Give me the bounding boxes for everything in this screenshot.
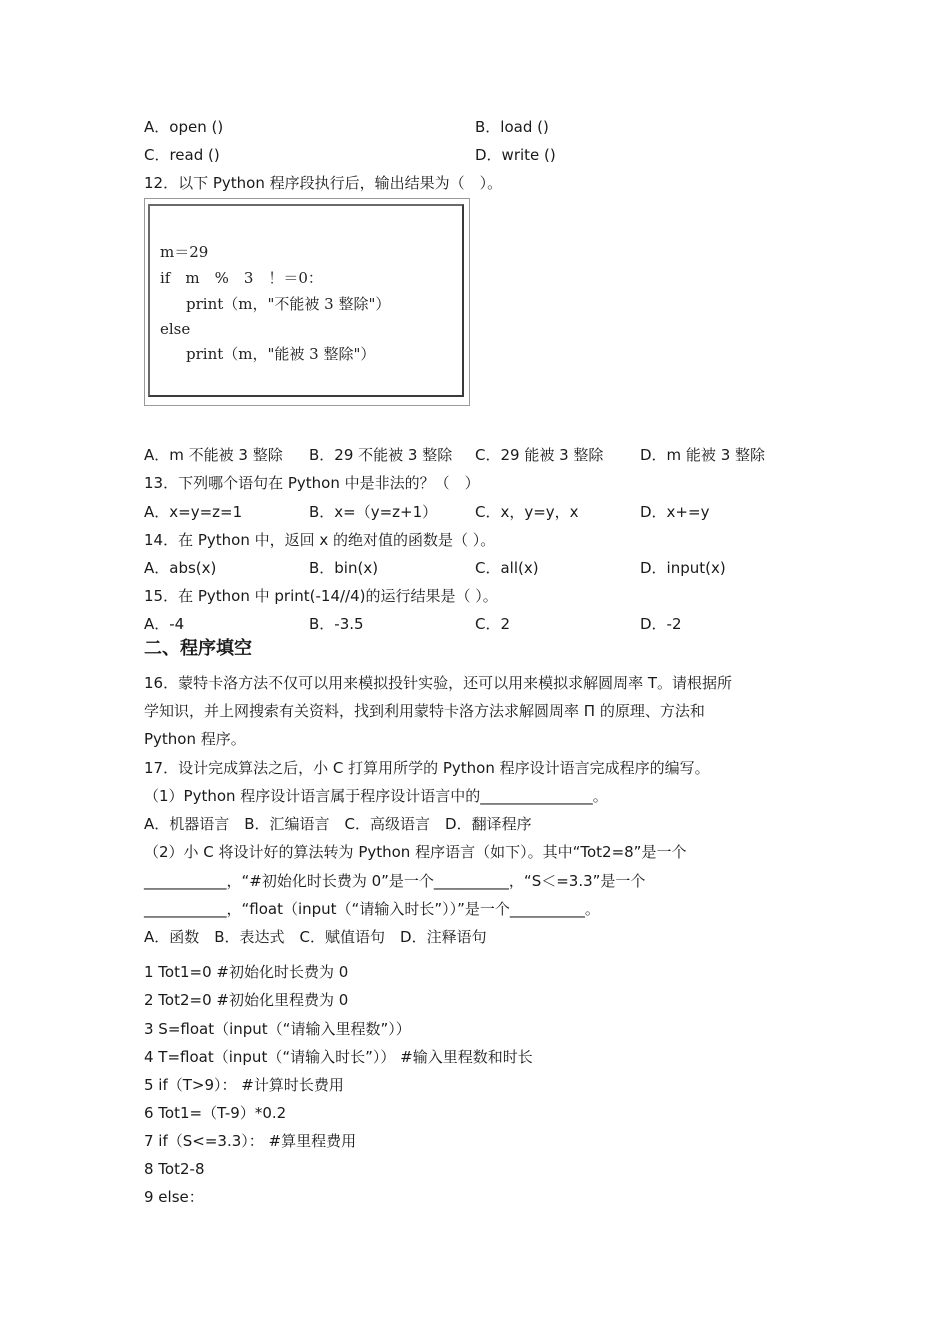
q15-option-b: B．-3.5 [309,615,364,633]
program-line-8: 8 Tot2-8 [144,1160,205,1178]
section-heading: 二、程序填空 [144,638,252,659]
q13-option-d: D．x+=y [640,503,710,521]
q13-option-a: A．x=y=z=1 [144,503,243,521]
q17-sub1: （1）Python 程序设计语言属于程序设计语言中的_______________。 [144,787,608,805]
q15-option-d: D．-2 [640,615,682,633]
code-line-2: if m % 3 ！＝0： [160,269,323,287]
q11-option-b: B．load () [475,118,549,136]
q12-option-d: D．m 能被 3 整除 [640,446,766,464]
program-line-4: 4 T=float（input（“请输入时长”）） #输入里程数和时长 [144,1048,533,1066]
q16-line-2: 学知识，并上网搜索有关资料，找到利用蒙特卡洛方法求解圆周率 Π 的原理、方法和 [144,702,705,720]
q13-stem: 13．下列哪个语句在 Python 中是非法的？（ ） [144,474,480,492]
q17-stem: 17．设计完成算法之后，小 C 打算用所学的 Python 程序设计语言完成程序的编写。 [144,759,710,777]
q13-option-b: B．x=（y=z+1） [309,503,438,521]
q12-option-c: C．29 能被 3 整除 [475,446,604,464]
code-line-3: print（m，"不能被 3 整除"） [186,295,391,313]
code-image [144,198,470,406]
q17-sub2-line-1: （2）小 C 将设计好的算法转为 Python 程序语言（如下）。其中“Tot2=8”是一个 [144,843,687,861]
q17-sub2-line-2: ___________，“#初始化时长费为 0”是一个__________，“S＜=3.3”是一个 [144,872,646,890]
q15-option-a: A．-4 [144,615,185,633]
q11-option-a: A．open () [144,118,224,136]
q14-option-b: B．bin(x) [309,559,379,577]
q16-line-1: 16．蒙特卡洛方法不仅可以用来模拟投针实验，还可以用来模拟求解圆周率 T。请根据所 [144,674,733,692]
q14-option-a: A．abs(x) [144,559,217,577]
q11-option-c: C．read () [144,146,220,164]
code-image-border [148,204,464,397]
q15-option-c: C．2 [475,615,511,633]
q13-option-c: C．x，y=y，x [475,503,579,521]
program-line-6: 6 Tot1=（T-9）*0.2 [144,1104,287,1122]
code-line-1: m＝29 [160,243,209,261]
code-line-5: print（m，"能被 3 整除"） [186,345,376,363]
q16-line-3: Python 程序。 [144,730,246,748]
q15-stem: 15．在 Python 中 print(-14//4)的运行结果是（ ）。 [144,587,498,605]
q12-option-a: A．m 不能被 3 整除 [144,446,283,464]
q12-option-b: B．29 不能被 3 整除 [309,446,453,464]
q14-stem: 14．在 Python 中，返回 x 的绝对值的函数是（ ）。 [144,531,496,549]
program-line-3: 3 S=float（input（“请输入里程数”）） [144,1020,411,1038]
q17-sub2-line-3: ___________，“float（input（“请输入时长”））”是一个__________。 [144,900,600,918]
q17-sub2-options: A．函数 B．表达式 C．赋值语句 D．注释语句 [144,928,487,946]
program-line-7: 7 if（S<=3.3）： #算里程费用 [144,1132,357,1150]
code-line-4: else [160,320,191,338]
q12-stem: 12．以下 Python 程序段执行后，输出结果为（ ）。 [144,174,503,192]
program-line-1: 1 Tot1=0 #初始化时长费为 0 [144,963,349,981]
program-line-5: 5 if（T>9）： #计算时长费用 [144,1076,344,1094]
q14-option-d: D．input(x) [640,559,726,577]
program-line-2: 2 Tot2=0 #初始化里程费为 0 [144,991,349,1009]
q17-sub1-options: A．机器语言 B．汇编语言 C．高级语言 D．翻译程序 [144,815,532,833]
program-line-9: 9 else： [144,1188,204,1206]
q14-option-c: C．all(x) [475,559,539,577]
q11-option-d: D．write () [475,146,556,164]
